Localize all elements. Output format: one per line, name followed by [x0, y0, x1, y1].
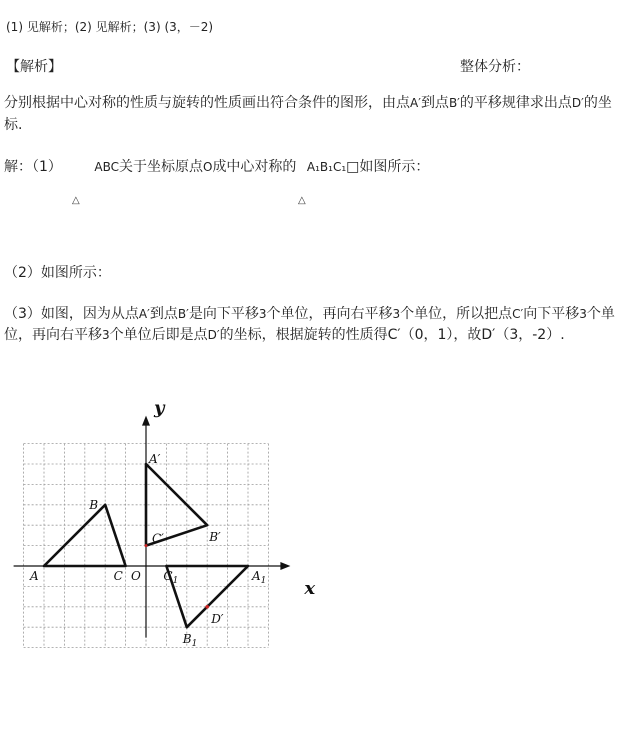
sol3-s8: 个单位后即是点: [109, 327, 208, 343]
label-c1: $C_1$: [163, 569, 179, 586]
triangle-symbol-1: △: [72, 195, 80, 206]
solution-part-1: [4, 156, 429, 178]
sol3-s4: 个单位，再向右平移: [266, 306, 393, 322]
analysis-text-2: 到点: [420, 95, 449, 111]
sol3-s9: 的坐标，根据旋转的性质得: [219, 327, 388, 343]
triangle-a1b1c1-label: A₁B₁C₁: [306, 160, 347, 174]
solution-1-prefix: 解：（1）: [4, 159, 62, 175]
sol3-s5: 个单位，所以把点: [400, 306, 513, 322]
answer-line: (1) 见解析；(2) 见解析；(3) (3，－2): [6, 20, 214, 34]
sol3-s11: D′（3，-2）.: [481, 327, 565, 343]
sol3-c-prime: C′: [512, 307, 524, 321]
axes: [14, 398, 316, 638]
label-b-prime: B′: [209, 530, 221, 545]
x-axis-arrow: [280, 562, 290, 570]
placeholder-box: □: [346, 159, 360, 175]
point-d-prime-dot: [205, 605, 209, 609]
label-a1: $A_1$: [252, 569, 267, 586]
coordinate-figure: [0, 395, 630, 731]
solution-part-2: （2）如图所示：: [4, 265, 111, 281]
sol3-n2: 3: [392, 307, 401, 321]
analysis-heading: 整体分析：: [460, 59, 530, 75]
label-a-prime: A′: [149, 452, 161, 466]
point-c-prime-dot: [145, 544, 148, 547]
solution-1-text-1: 关于坐标原点: [118, 159, 203, 175]
sol3-s7: 个单位，再向右平移: [4, 306, 615, 343]
x-axis-label: x: [304, 578, 316, 599]
label-a: A: [30, 569, 39, 583]
label-c-prime: C′: [152, 531, 164, 546]
solution-1-text-3: 如图所示：: [359, 159, 430, 175]
solution-part-3: [4, 304, 629, 346]
analysis-paragraph: [4, 92, 624, 136]
sol3-s2: 到点: [149, 306, 178, 322]
label-b: B: [89, 497, 99, 512]
sol3-a-prime: A′: [138, 307, 150, 321]
jiexi-heading: 【解析】: [6, 59, 62, 75]
sol3-s3: 是向下平移: [188, 306, 259, 322]
y-axis-label: y: [154, 397, 165, 419]
label-c: C: [113, 569, 123, 583]
analysis-text-3: 的平移规律求出点: [459, 95, 572, 111]
y-axis-arrow: [142, 416, 150, 426]
sol3-b-prime: B′: [177, 307, 189, 321]
sol3-d-prime: D′: [207, 328, 220, 342]
label-o: O: [131, 569, 141, 583]
sol3-n4: 3: [102, 328, 110, 342]
analysis-text-4: 的坐标.: [4, 95, 612, 133]
sol3-n3: 3: [579, 307, 587, 321]
label-d-prime: D′: [211, 611, 224, 626]
triangle-symbol-2: △: [298, 195, 306, 206]
sol3-n1: 3: [258, 307, 267, 321]
origin-label: O: [202, 160, 213, 174]
analysis-text-1: 分别根据中心对称的性质与旋转的性质画出符合条件的图形，由点: [4, 95, 410, 111]
solution-1-text-2: 成中心对称的: [212, 159, 297, 175]
triangle-abc-label: ABC: [94, 160, 119, 174]
sol3-s6: 向下平移: [523, 306, 580, 322]
point-b-prime: B′: [448, 96, 460, 110]
label-b1: $B_1$: [182, 632, 198, 650]
sol3-s1: （3）如图，因为从点: [4, 306, 139, 322]
point-a-prime: A′: [410, 96, 421, 110]
sol3-s10: C′（0，1），故: [387, 327, 482, 343]
point-d-prime: D′: [571, 96, 584, 110]
